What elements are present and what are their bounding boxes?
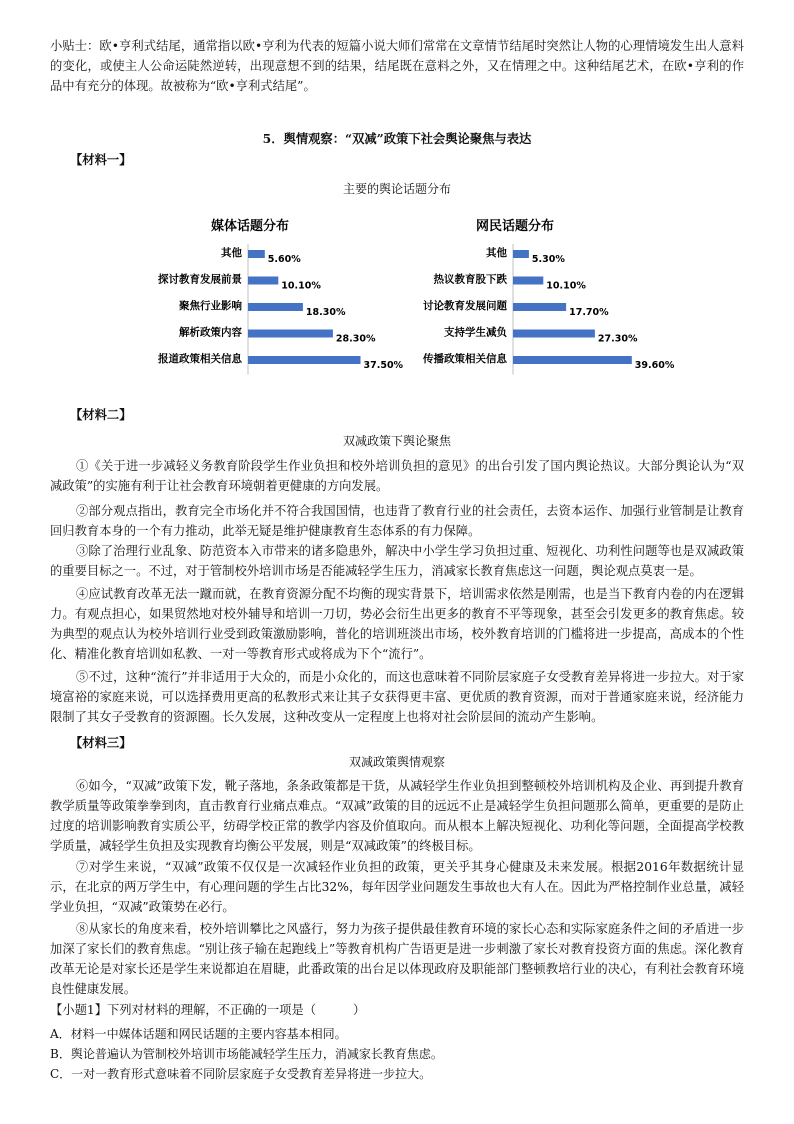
- netizen-topic-chart: [385, 212, 675, 382]
- material3-paragraph-8: ⑧从家长的角度来看，校外培训攀比之风盛行，努力为孩子提供最佳教育环境的家长心态和实际家庭条件之间的矛盾进一步加深了家长们的教育焦虑。“别让孩子输在起跑线上”等教育机构广告语更是进一步刺激了家长对教育投资方面的焦虑。深化教育改革无论是对家长还是学生来说都迫在眉睫，此番政策的出台足以体现政府及职能部门整顿教培行业的决心，有利社会教育环境良性健康发展。: [50, 922, 744, 996]
- media-category-label: 报道政策相关信息: [158, 353, 242, 365]
- option-b: B．舆论普遍认为管制校外培训市场能减轻学生压力，消减家长教育焦虑。: [50, 1047, 443, 1061]
- material2-label: 【材料二】: [70, 407, 132, 422]
- netizen-category-label: 其他: [486, 247, 507, 259]
- netizen-chart-title: 网民话题分布: [475, 219, 555, 234]
- netizen-value-label: 27.30%: [597, 333, 638, 345]
- material1-label: 【材料一】: [70, 152, 132, 167]
- material2-paragraph-2: ②部分观点指出，教育完全市场化并不符合我国国情，也违背了教育行业的社会责任，去资本运作、加强行业管制是让教育回归教育本身的一个有力推动，此举无疑是维护健康教育生态体系的有力保障。: [50, 504, 744, 538]
- media-value-label: 5.60%: [267, 254, 301, 265]
- material3-paragraph-6: ⑥如今，“双减”政策下发，靴子落地，条条政策都是干货，从减轻学生作业负担到整顿校外培训机构及企业、再到提升教育教学质量等政策拳拳到肉，直击教育行业痛点难点。“双减”政策的目的远远不止是减轻学生负担问题那么简单，更重要的是防止过度的培训影响教育实质公平，纺碍学校正常的教学内容及价值取向。而从根本上解决短视化、功利化等问题，全面提高学校教学质量，减轻学生负担及实现教育均衡公平发展，则是“双减政策”的终极目标。: [50, 779, 744, 853]
- netizen-bar: [513, 303, 566, 311]
- media-bar: [248, 303, 303, 311]
- material2-paragraph-4: ④应试教育改革无法一蹴而就，在教育资源分配不均衡的现实背景下，培训需求依然是刚需，也是当下教育内卷的内在逻辑力。有观点担心，如果贸然地对校外辅导和培训一刀切，势必会衍生出更多的教育不平等现象，甚至会引发更多的教育焦虑。较为典型的观点认为校外培训行业受到政策激励影响，普化的培训班淡出市场，校外教育培训的门槛将进一步提高，高成本的个性化、精准化教育培训如私教、一对一等教育形式或将成为下个“流行”。: [50, 587, 744, 661]
- section-title: 5．舆情观察：“双减”政策下社会舆论聚焦与表达: [262, 131, 532, 146]
- media-value-label: 18.30%: [305, 307, 346, 318]
- question-stem: 【小题1】下列对材料的理解，不正确的一项是（ ）: [50, 1003, 366, 1017]
- media-category-label: 探讨教育发展前景: [158, 273, 242, 286]
- media-bar: [248, 250, 265, 258]
- media-topic-chart: [120, 212, 404, 382]
- media-category-label: 解析政策内容: [179, 326, 242, 339]
- media-bar: [248, 356, 361, 364]
- netizen-bar: [513, 330, 595, 338]
- netizen-category-label: 热议教育股下跌: [433, 273, 507, 286]
- media-chart-title: 媒体话题分布: [210, 219, 290, 234]
- netizen-bar: [513, 356, 632, 364]
- media-value-label: 10.10%: [281, 280, 321, 292]
- netizen-value-label: 39.60%: [634, 360, 675, 371]
- media-bar: [248, 330, 333, 338]
- netizen-value-label: 10.10%: [546, 280, 586, 292]
- netizen-category-label: 传播政策相关信息: [423, 353, 507, 365]
- material2-paragraph-1: ①《关于进一步减轻义务教育阶段学生作业负担和校外培训负担的意见》的出台引发了国内舆论热议。大部分舆论认为“双减政策”的实施有利于让社会教育环境朝着更健康的方向发展。: [50, 459, 744, 493]
- netizen-value-label: 17.70%: [569, 307, 609, 318]
- material3-paragraph-7: ⑦对学生来说，“双减”政策不仅仅是一次减轻作业负担的政策，更关乎其身心健康及未来发展。根据2016年数据统计显示，在北京的两万学生中，有心理问题的学生占比32%，每年因学业问题发生事故也大有人在。因此为严格控制作业总量，减轻学业负担，“双减”政策势在必行。: [50, 860, 744, 914]
- media-category-label: 聚焦行业影响: [179, 300, 242, 312]
- tip-paragraph: 小贴士：欧•亨利式结尾，通常指以欧•亨利为代表的短篇小说大师们常常在文章情节结尾时突然让人物的心理情境发生出人意料的变化，或使主人公命运陡然逆转，出现意想不到的结果，结尾既在意料之外，又在情理之中。这种结尾艺术，在欧•亨利的作品中有充分的体现。故被称为“欧•亨利式结尾”。: [50, 39, 744, 93]
- netizen-bar: [513, 277, 543, 285]
- option-c: C．一对一教育形式意味着不同阶层家庭子女受教育差异将进一步拉大。: [50, 1067, 432, 1081]
- media-value-label: 37.50%: [363, 360, 404, 371]
- netizen-category-label: 支持学生减负: [444, 326, 507, 339]
- material2-heading: 双减政策下舆论聚焦: [342, 434, 451, 448]
- material1-heading: 主要的舆论话题分布: [342, 182, 451, 196]
- media-bar: [248, 277, 278, 285]
- option-a: A．材料一中媒体话题和网民话题的主要内容基本相同。: [50, 1027, 347, 1041]
- material3-label: 【材料三】: [70, 735, 132, 750]
- material3-heading: 双减政策舆情观察: [348, 755, 445, 769]
- material2-paragraph-3: ③除了治理行业乱象、防范资本入市带来的诸多隐患外，解决中小学生学习负担过重、短视化、功利性问题等也是双减政策的重要目标之一。不过，对于管制校外培训市场是否能减轻学生压力，消减家长教育焦虑这一问题，舆论观点莫衷一是。: [50, 544, 744, 578]
- media-category-label: 其他: [221, 247, 242, 259]
- netizen-bar: [513, 250, 529, 258]
- netizen-category-label: 讨论教育发展问题: [423, 300, 507, 312]
- material2-paragraph-5: ⑤不过，这种“流行”并非适用于大众的，而是小众化的，而这也意味着不同阶层家庭子女受教育差异将进一步拉大。对于家境富裕的家庭来说，可以选择费用更高的私教形式来让其子女获得更丰富、更优质的教育资源，而对于普通家庭来说，经济能力限制了其女子受教育的资源圈。长久发展，这种改变从一定程度上也将对社会阶层间的流动产生影响。: [50, 670, 744, 724]
- netizen-value-label: 5.30%: [531, 254, 565, 265]
- media-value-label: 28.30%: [335, 333, 376, 345]
